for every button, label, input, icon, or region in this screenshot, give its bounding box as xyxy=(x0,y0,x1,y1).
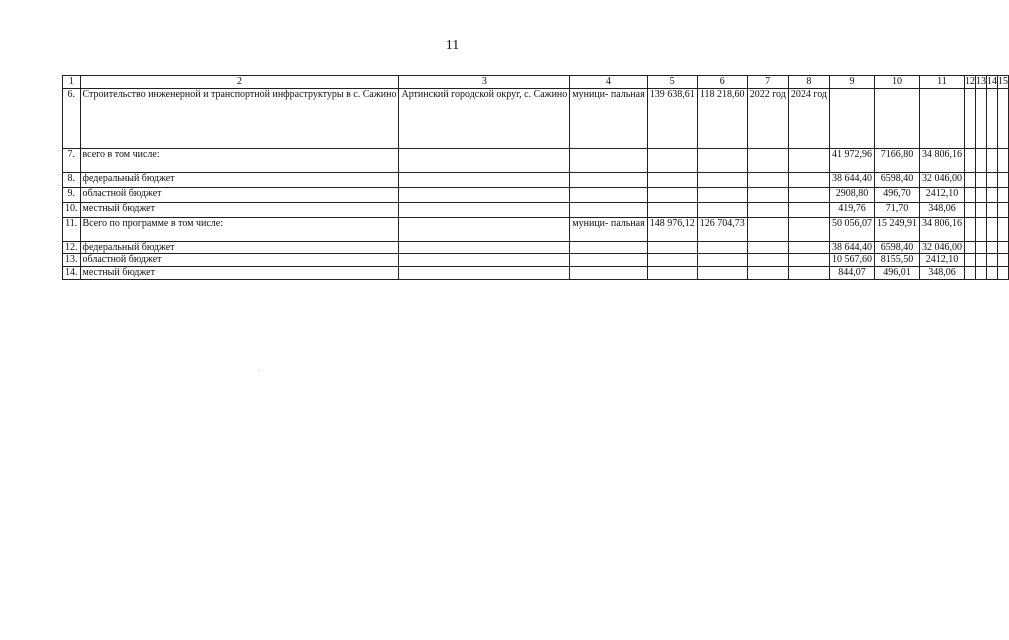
row-col13 xyxy=(976,217,987,241)
row-col13 xyxy=(976,241,987,254)
row-number: 8. xyxy=(63,172,81,187)
row-col14 xyxy=(987,88,998,148)
row-col12 xyxy=(965,148,976,172)
row-location xyxy=(399,187,570,202)
row-col8 xyxy=(788,266,829,279)
row-location xyxy=(399,254,570,267)
row-number: 10. xyxy=(63,202,81,217)
row-col7 xyxy=(747,187,788,202)
row-col7 xyxy=(747,217,788,241)
row-name: Всего по программе в том числе: xyxy=(80,217,399,241)
row-col11: 34 806,16 xyxy=(920,148,965,172)
row-col11: 32 046,00 xyxy=(920,172,965,187)
row-col9: 844,07 xyxy=(830,266,875,279)
header-cell: 6 xyxy=(697,76,747,89)
row-number: 13. xyxy=(63,254,81,267)
row-col10: 496,70 xyxy=(875,187,920,202)
row-col14 xyxy=(987,241,998,254)
header-cell: 10 xyxy=(875,76,920,89)
row-col10: 6598,40 xyxy=(875,241,920,254)
row-col5 xyxy=(647,148,697,172)
row-col11: 2412,10 xyxy=(920,187,965,202)
header-cell: 13 xyxy=(976,76,986,87)
header-cell: 8 xyxy=(788,76,829,89)
row-col5 xyxy=(647,202,697,217)
row-ownership: муници- пальная xyxy=(570,217,647,241)
row-name: местный бюджет xyxy=(80,266,399,279)
row-col9: 41 972,96 xyxy=(830,148,875,172)
row-col9: 38 644,40 xyxy=(830,172,875,187)
row-col12 xyxy=(965,241,976,254)
row-col10: 6598,40 xyxy=(875,172,920,187)
row-ownership xyxy=(570,172,647,187)
row-col6 xyxy=(697,148,747,172)
table-row xyxy=(63,241,1009,254)
row-col9: 38 644,40 xyxy=(830,241,875,254)
row-col7 xyxy=(747,266,788,279)
row-col6 xyxy=(697,254,747,267)
row-col12 xyxy=(965,217,976,241)
table-row xyxy=(63,202,1009,217)
row-col14 xyxy=(987,172,998,187)
header-cell: 3 xyxy=(399,76,570,89)
table-row xyxy=(63,148,1009,172)
row-col11: 32 046,00 xyxy=(920,241,965,254)
row-col15 xyxy=(998,148,1009,172)
table-row xyxy=(63,266,1009,279)
row-col7 xyxy=(747,148,788,172)
row-location xyxy=(399,241,570,254)
row-col5 xyxy=(647,172,697,187)
row-col10: 496,01 xyxy=(875,266,920,279)
row-col9: 2908,80 xyxy=(830,187,875,202)
row-col7: 2022 год xyxy=(747,88,788,148)
table-row xyxy=(63,172,1009,187)
row-col15 xyxy=(998,217,1009,241)
row-col10 xyxy=(875,88,920,148)
row-col5 xyxy=(647,187,697,202)
row-col9 xyxy=(830,88,875,148)
row-col6 xyxy=(697,241,747,254)
row-col5 xyxy=(647,241,697,254)
row-col10: 71,70 xyxy=(875,202,920,217)
row-ownership: муници- пальная xyxy=(570,88,647,148)
row-col8 xyxy=(788,217,829,241)
page-number: 11 xyxy=(445,38,460,53)
row-location xyxy=(399,172,570,187)
table-row xyxy=(63,217,1009,241)
header-cell: 2 xyxy=(80,76,399,89)
row-col12 xyxy=(965,88,976,148)
table-row xyxy=(63,88,1009,148)
row-col5: 139 638,61 xyxy=(647,88,697,148)
row-name: местный бюджет xyxy=(80,202,399,217)
row-name: федеральный бюджет xyxy=(80,241,399,254)
row-col8 xyxy=(788,187,829,202)
row-col8 xyxy=(788,254,829,267)
row-name: областной бюджет xyxy=(80,254,399,267)
header-cell: 14 xyxy=(987,76,997,87)
row-number: 7. xyxy=(63,148,81,172)
row-col14 xyxy=(987,217,998,241)
row-col5: 148 976,12 xyxy=(647,217,697,241)
row-name: федеральный бюджет xyxy=(80,172,399,187)
header-cell: 5 xyxy=(647,76,697,89)
row-col8 xyxy=(788,172,829,187)
row-col13 xyxy=(976,254,987,267)
row-col14 xyxy=(987,254,998,267)
row-col9: 50 056,07 xyxy=(830,217,875,241)
row-name: областной бюджет xyxy=(80,187,399,202)
row-col6: 126 704,73 xyxy=(697,217,747,241)
row-number: 9. xyxy=(63,187,81,202)
row-col15 xyxy=(998,241,1009,254)
row-col7 xyxy=(747,202,788,217)
row-col13 xyxy=(976,88,987,148)
row-col12 xyxy=(965,266,976,279)
row-col6 xyxy=(697,187,747,202)
row-number: 12. xyxy=(63,241,81,254)
row-ownership xyxy=(570,254,647,267)
budget-table xyxy=(62,75,1009,280)
row-col12 xyxy=(965,187,976,202)
row-col6 xyxy=(697,172,747,187)
row-col6 xyxy=(697,202,747,217)
table-row xyxy=(63,187,1009,202)
row-col6: 118 218,60 xyxy=(697,88,747,148)
header-cell: 9 xyxy=(830,76,875,89)
row-col15 xyxy=(998,187,1009,202)
header-cell: 4 xyxy=(570,76,647,89)
row-col10: 7166,80 xyxy=(875,148,920,172)
header-cell: 15 xyxy=(998,76,1008,87)
row-col15 xyxy=(998,172,1009,187)
row-number: 11. xyxy=(63,217,81,241)
row-col14 xyxy=(987,266,998,279)
row-col8 xyxy=(788,148,829,172)
row-col12 xyxy=(965,172,976,187)
row-col11: 2412,10 xyxy=(920,254,965,267)
row-col7 xyxy=(747,241,788,254)
row-col11: 34 806,16 xyxy=(920,217,965,241)
row-col15 xyxy=(998,266,1009,279)
row-ownership xyxy=(570,266,647,279)
row-col14 xyxy=(987,202,998,217)
row-col5 xyxy=(647,266,697,279)
header-cell: 1 xyxy=(63,76,81,89)
row-col11 xyxy=(920,88,965,148)
row-ownership xyxy=(570,241,647,254)
row-ownership xyxy=(570,187,647,202)
row-col12 xyxy=(965,254,976,267)
row-col10: 8155,50 xyxy=(875,254,920,267)
row-col10: 15 249,91 xyxy=(875,217,920,241)
row-col15 xyxy=(998,254,1009,267)
header-cell: 12 xyxy=(965,76,975,87)
row-col11: 348,06 xyxy=(920,266,965,279)
row-col9: 419,76 xyxy=(830,202,875,217)
row-col8 xyxy=(788,241,829,254)
table-row xyxy=(63,254,1009,267)
row-name: всего в том числе: xyxy=(80,148,399,172)
row-location xyxy=(399,148,570,172)
row-location xyxy=(399,266,570,279)
header-row xyxy=(63,76,1009,89)
row-col9: 10 567,60 xyxy=(830,254,875,267)
row-name: Строительство инженерной и транспортной инфраструктуры в с. Сажино xyxy=(80,88,399,148)
row-location xyxy=(399,217,570,241)
row-col12 xyxy=(965,202,976,217)
row-col8 xyxy=(788,202,829,217)
row-col7 xyxy=(747,172,788,187)
row-location: Артинский городской округ, с. Сажино xyxy=(399,88,570,148)
row-ownership xyxy=(570,148,647,172)
header-cell: 11 xyxy=(920,76,965,89)
row-col15 xyxy=(998,88,1009,148)
row-ownership xyxy=(570,202,647,217)
row-col13 xyxy=(976,187,987,202)
row-col15 xyxy=(998,202,1009,217)
row-number: 14. xyxy=(63,266,81,279)
scan-speck xyxy=(258,370,259,371)
row-col6 xyxy=(697,266,747,279)
row-col13 xyxy=(976,148,987,172)
row-col14 xyxy=(987,187,998,202)
row-col13 xyxy=(976,202,987,217)
row-number: 6. xyxy=(63,88,81,148)
row-col7 xyxy=(747,254,788,267)
row-col13 xyxy=(976,172,987,187)
row-location xyxy=(399,202,570,217)
row-col14 xyxy=(987,148,998,172)
row-col11: 348,06 xyxy=(920,202,965,217)
header-cell: 7 xyxy=(747,76,788,89)
row-col13 xyxy=(976,266,987,279)
row-col8: 2024 год xyxy=(788,88,829,148)
row-col5 xyxy=(647,254,697,267)
